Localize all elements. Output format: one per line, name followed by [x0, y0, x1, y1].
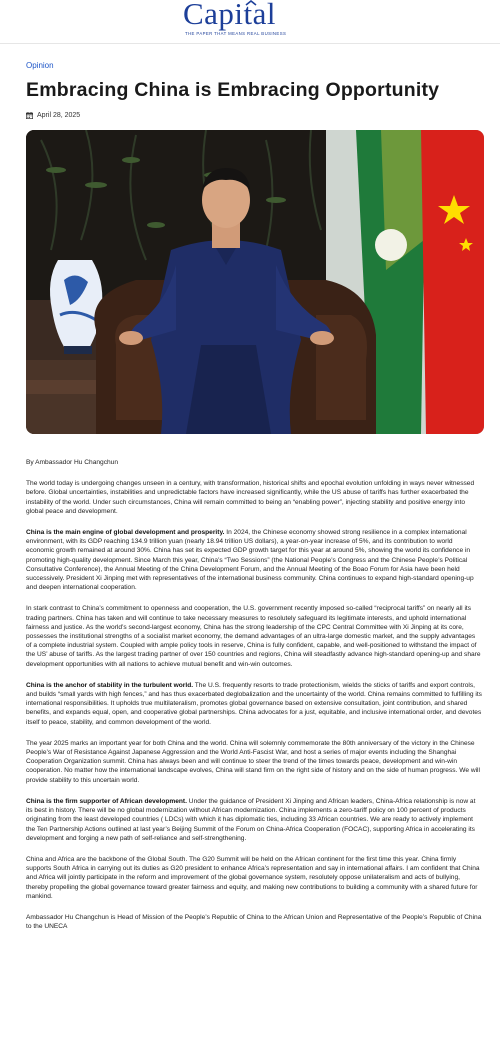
article-photo — [26, 130, 484, 434]
article-byline: By Ambassador Hu Changchun — [26, 459, 118, 466]
article-paragraph-1 — [26, 479, 482, 516]
article-title: Embracing China is Embracing Opportunity — [26, 79, 440, 101]
paragraph-text: In stark contrast to China’s commitment to openness and cooperation, the U.S. government recently imposed so-called “reciprocal tariffs” on nearly all its trading partners. China has taken and will continue to take necessary measures to resolutely safeguard its legitimate interests, and uphold international fairness and justice. As the world’s second-largest economy, China has the strong leadership of the CPC Central Committee with Xi Jinping at its core, possesses the institutional strengths of a socialist market economy, the demand advantages of an ultra-large domestic market, and the supply advantages of a complete industrial system. Coupled with ample policy tools in reserve, China is fully confident, capable, and well-positioned to withstand the impact of the US’ abuse of tariffs. As the largest trading partner of over 150 countries and regions, China will steadfastly advance high-standard opening-up and share development opportunities with all nations to achieve mutual benefit and win-win outcomes. — [26, 605, 481, 668]
article-paragraph-7 — [26, 855, 482, 901]
capital-logo[interactable] — [183, 1, 295, 41]
paragraph-text: Under the guidance of President Xi Jinping and African leaders, China-Africa relationship is now at its best in history. There will be no global modernization without African modernization. China implements a zero-tariff policy on 100 percent of products originating from the least developed countries ( LDCs) with which it has diplomatic ties, including 33 African countries. We are ready to actively implement the Ten Partnership Actions outlined at last year’s Beijing Summit of the Forum on China-Africa Cooperation (FOCAC), supporting Africa in accelerating its development and forging a new path of self-reliance and self-strengthening. — [26, 797, 476, 842]
calendar-icon — [26, 112, 33, 119]
logo-cap-icon — [245, 0, 257, 6]
article-category-link[interactable]: Opinion — [26, 61, 54, 70]
paragraph-lead: China is the anchor of stability in the turbulent world. — [26, 681, 194, 689]
paragraph-text: China and Africa are the backbone of the Global South. The G20 Summit will be held on the African continent for the first time this year. China firmly supports South Africa in carrying out its duties as G20 president to enhance Africa’s representation and say in international affairs. I am confident that China and Africa will jointly participate in the reform and improvement of the global governance system, resolutely oppose unilateralism and acts of bullying, thereby propelling the global governance toward greater fairness and equity, and making new contributions to building a community with a shared future for mankind. — [26, 855, 480, 900]
paragraph-text: In 2024, the Chinese economy showed strong resilience in a complex international environment, with its GDP reaching 134.9 trillion yuan (nearly 18.94 trillion US dollars), a year-on-year increase of 5%, and its contribution to world economic growth remained at around 30%. China has set its expected GDP growth target for this year at around 5%, showing the world its confidence in promoting high-quality development. Since March this year, China’s “Two Sessions” (the National People’s Congress and the Chinese People’s Political Consultative Conference), the Annual Meeting of the China Development Forum, and the Annual Meeting of the Boao Forum for Asia have been held successively. President Xi Jinping met with representatives of the international business community. China continues to expand high-standard opening-up and deepen international cooperation. — [26, 529, 474, 592]
article-paragraph-6 — [26, 797, 482, 843]
paragraph-text: The world today is undergoing changes unseen in a century, with transformation, historical shifts and epochal evolution unfolding in ways never witnessed before. Global uncertainties, instabilities and unpredictable factors have increased significantly, while the US abuse of tariffs has further exacerbated the instability of the world. Under such circumstances, China will remain committed to being an “enabling power”, injecting stability and positive energy into global peace and development. — [26, 480, 475, 515]
paragraph-text: The year 2025 marks an important year for both China and the world. China will solemnly commemorate the 80th anniversary of the victory in the Chinese People’s War of Resistance Against Japanese Aggression and the World Anti-Fascist War, and host a series of major events including the Shanghai Cooperation Organization summit. China has always been and will continue to steer the trend of the times towards peace, development and win-win cooperation. No matter how the international landscape evolves, China will stand firm on the right side of history and on the side of human progress. We will provide stability to this uncertain world. — [26, 739, 480, 784]
paragraph-text: The U.S. frequently resorts to trade protectionism, wields the sticks of tariffs and export controls, and builds “small yards with high fences,” and has thus exacerbated deglobalization and the uncertainty of the world. China remains committed to fulfilling its international responsibilities. It upholds true multilateralism, promotes global governance based on extensive consultation, joint contribution, and shared benefits, and expands equal, open, and cooperative global partnerships. China advocates for a just, equitable, and inclusive international order, and devotes itself to peace, stability, and common development of the world. — [26, 681, 482, 726]
author-note — [26, 913, 482, 931]
site-header — [0, 0, 500, 44]
article-paragraph-2 — [26, 528, 482, 592]
article-paragraph-5 — [26, 739, 482, 785]
paragraph-lead: China is the main engine of global development and prosperity. — [26, 529, 225, 537]
article-paragraph-4 — [26, 681, 482, 727]
article-date-text: April 28, 2025 — [37, 112, 81, 119]
ambassador-portrait-image — [26, 130, 484, 434]
paragraph-lead: China is the firm supporter of African development. — [26, 797, 187, 805]
paragraph-text: Ambassador Hu Changchun is Head of Mission of the People’s Republic of China to the African Union and Representative of the People’s Republic of China to the UNECA — [26, 913, 482, 931]
logo-tagline: THE PAPER THAT MEANS REAL BUSINESS — [185, 31, 287, 36]
article-date — [26, 112, 80, 119]
article-body — [26, 458, 482, 943]
logo-wordmark: Capital — [183, 0, 277, 31]
article-paragraph-3 — [26, 604, 482, 668]
